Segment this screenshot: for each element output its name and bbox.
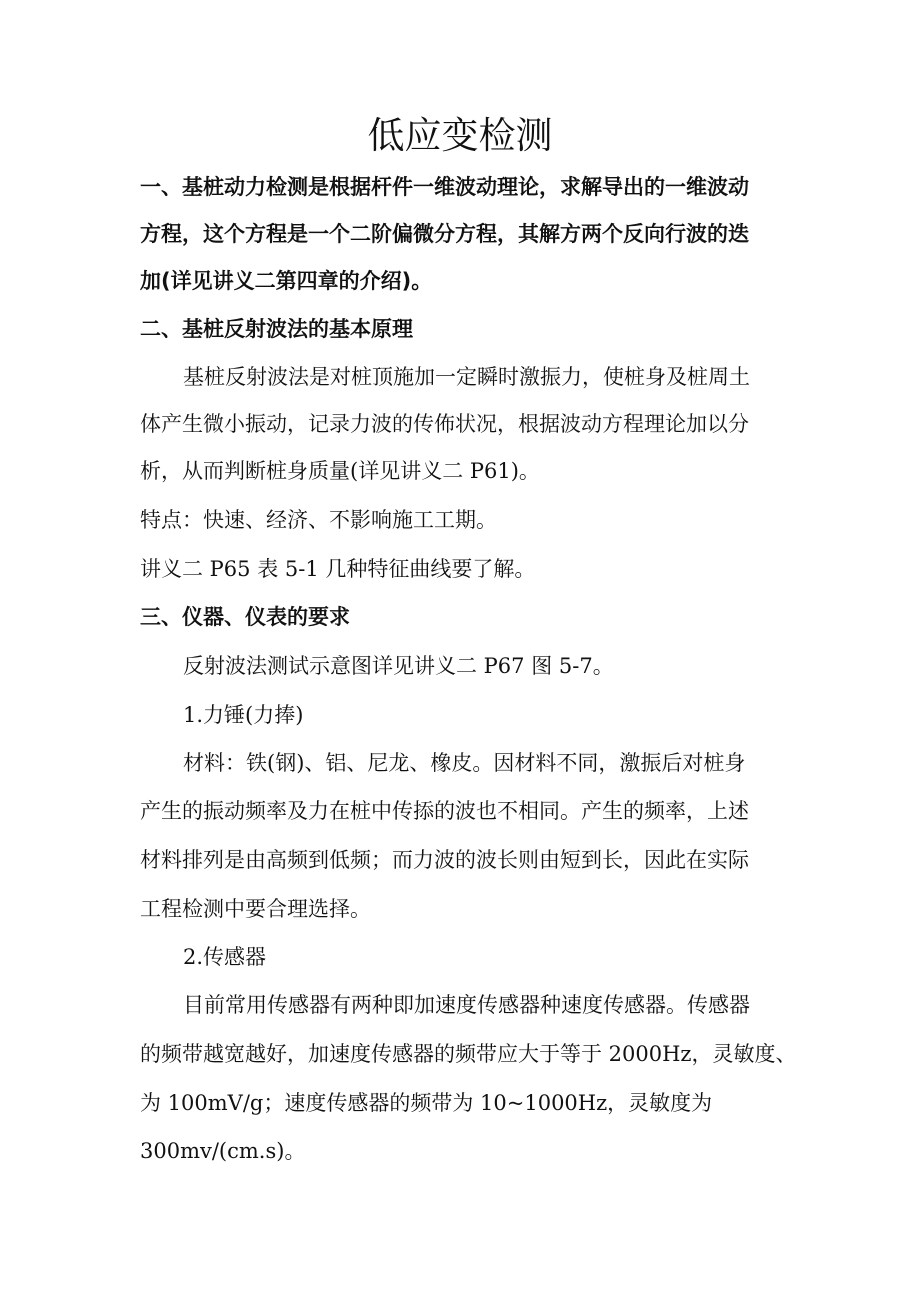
diagram-reference-line: 反射波法测试示意图详见讲义二 P67 图 5-7。 [183,654,614,678]
section-2-paragraph-line-1: 基桩反射波法是对桩顶施加一定瞬时激振力，使桩身及桩周土 [183,365,750,389]
reference-line: 讲义二 P65 表 5-1 几种特征曲线要了解。 [140,557,536,581]
sensor-line-3: 为 100mV/g；速度传感器的频带为 10~1000Hz，灵敏度为 [140,1091,713,1115]
sensor-line-4: 300mv/(cm.s)。 [140,1139,306,1163]
document-title: 低应变检测 [367,114,553,157]
section-3-heading: 三、仪器、仪表的要求 [140,605,350,629]
section-2-paragraph-line-2: 体产生微小振动，记录力波的传佈状况，根据波动方程理论加以分 [140,412,749,436]
section-2-paragraph-line-3: 析，从而判断桩身质量(详见讲义二 P61)。 [140,459,540,483]
sensor-line-2: 的频带越宽越好，加速度传感器的频带应大于等于 2000Hz，灵敏度、 [140,1042,797,1066]
materials-line-2: 产生的振动频率及力在桩中传掭的波也不相同。产生的频率，上述 [140,799,749,823]
features-line: 特点：快速、经济、不影响施工工期。 [140,508,497,532]
subsection-2-heading: 2.传感器 [183,945,267,969]
section-1-line-2: 方程，这个方程是一个二阶偏微分方程，其解方两个反向行波的迭 [140,222,749,246]
sensor-line-1: 目前常用传感器有两种即加速度传感器种速度传感器。传感器 [183,993,750,1017]
materials-line-4: 工程检测中要合理选择。 [140,897,371,921]
section-1-line-1: 一、基桩动力检测是根据杆件一维波动理论，求解导出的一维波动 [140,175,749,199]
materials-line-1: 材料：铁(钢)、铝、尼龙、橡皮。因材料不同，激振后对桩身 [183,751,746,775]
section-2-heading: 二、基桩反射波法的基本原理 [140,317,413,341]
section-1-line-3: 加(详见讲义二第四章的介绍)。 [140,269,433,293]
materials-line-3: 材料排列是由高频到低频；而力波的波长则由短到长，因此在实际 [140,848,749,872]
subsection-1-heading: 1.力锤(力捧) [183,703,304,727]
